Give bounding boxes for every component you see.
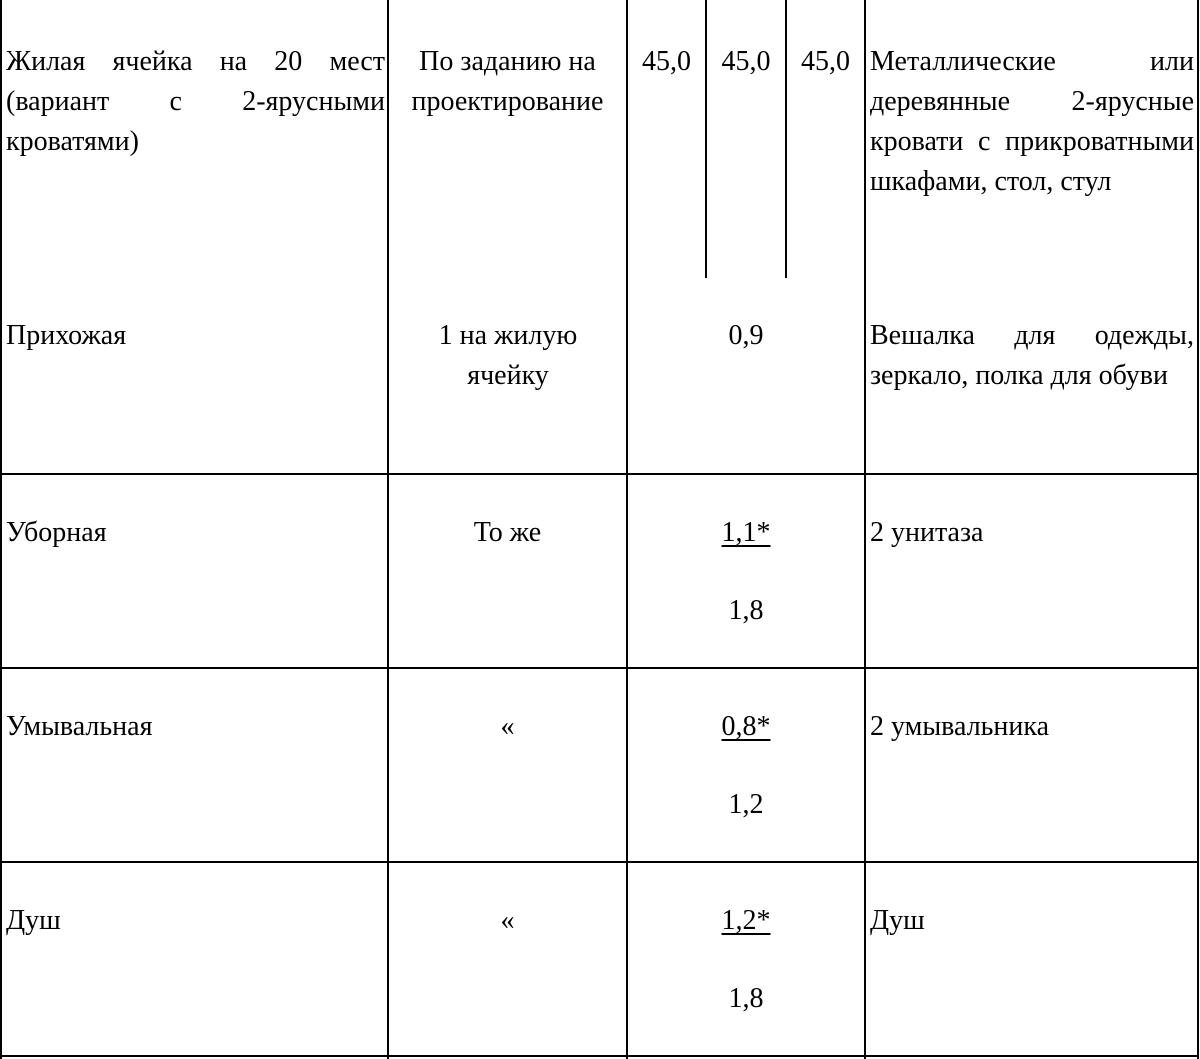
area-washroom-top-value: 0,8* [721, 711, 771, 742]
basis-toilet: То же [473, 517, 542, 548]
table-border-left [0, 0, 2, 1059]
basis-washroom: « [500, 711, 515, 742]
row-divider [0, 473, 1199, 475]
area-value-3: 45,0 [801, 46, 850, 77]
table-border-bottom [0, 1055, 1199, 1057]
area-value-1: 45,0 [642, 46, 691, 77]
column-divider-equipment [864, 0, 866, 1059]
area-hallway: 0,9 [728, 320, 764, 351]
equipment-shower: Душ [870, 905, 925, 936]
area-washroom-bottom: 1,2 [728, 789, 764, 820]
room-name-toilet: Уборная [6, 517, 107, 548]
table-border-right [1197, 0, 1199, 1059]
area-toilet-top [628, 513, 864, 553]
room-name-washroom: Умывальная [6, 711, 153, 742]
basis-shower: « [500, 905, 515, 936]
equipment-living-cell: Металлические или деревянные 2-ярусные кровати с прикроватными шкафами, стол, стул [870, 46, 1194, 197]
row-divider [0, 861, 1199, 863]
area-shower-top-value: 1,2* [721, 905, 771, 936]
basis-living-cell: По заданию на проектирование [411, 46, 604, 117]
area-toilet-bottom: 1,8 [728, 595, 764, 626]
area-value-2: 45,0 [721, 46, 771, 77]
equipment-washroom: 2 умывальника [870, 711, 1050, 742]
area-toilet-top-value: 1,1* [721, 517, 771, 548]
area-shower-top [628, 901, 864, 941]
equipment-toilet: 2 унитаза [870, 517, 984, 548]
equipment-hallway: Вешалка для одежды, зеркало, полка для обуви [870, 320, 1194, 391]
area-shower-bottom: 1,8 [728, 983, 764, 1014]
room-name-shower: Душ [6, 905, 61, 936]
row-divider [0, 667, 1199, 669]
area-washroom-top [628, 707, 864, 747]
basis-hallway: 1 на жилую ячейку [438, 320, 578, 391]
room-name-living-cell: Жилая ячейка на 20 мест (вариант с 2-ярусными кроватями) [6, 46, 385, 157]
room-name-hallway: Прихожая [6, 320, 127, 351]
